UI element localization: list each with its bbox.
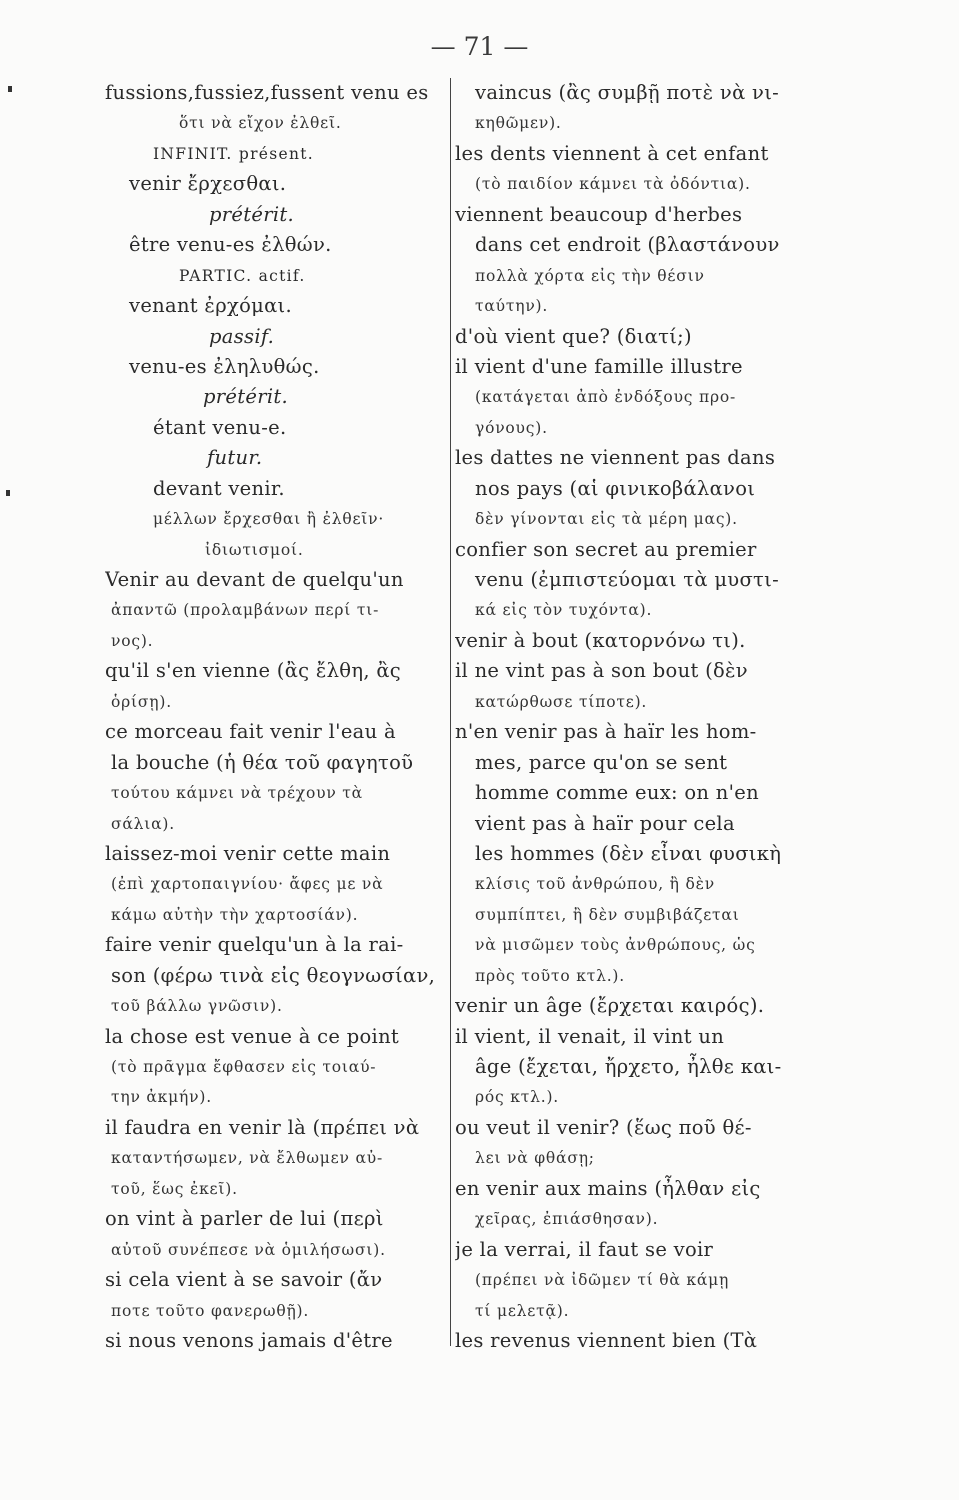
text-line: ἰδιωτισμοί. [205, 540, 304, 559]
text-line: n'en venir pas à haïr les hom- [455, 720, 757, 744]
text-line: μέλλων ἔρχεσθαι ἢ ἐλθεῖν· [153, 510, 385, 529]
text-line: κά εἰς τὸν τυχόντα). [475, 601, 653, 620]
text-line: confier son secret au premier [455, 537, 757, 561]
text-line: son (φέρω τινὰ εἰς θεογνωσίαν, [111, 963, 436, 987]
text-line: laissez-moi venir cette main [105, 841, 391, 865]
text-line: je la verrai, il faut se voir [455, 1237, 714, 1261]
text-line: κηθῶμεν). [475, 114, 562, 133]
text-line: Venir au devant de quelqu'un [105, 568, 404, 591]
text-line: τοῦ βάλλω γνῶσιν). [111, 997, 283, 1016]
text-line: (τὸ πρᾶγμα ἔφθασεν εἰς τοιαύ- [111, 1058, 377, 1076]
text-line: passif. [209, 324, 275, 348]
right-column [455, 78, 809, 1368]
text-line: ἀπαντῶ (προλαμβάνων περί τι- [111, 601, 380, 620]
text-line: devant venir. [153, 476, 285, 500]
text-line: la bouche (ἡ θέα τοῦ φαγητοῦ [111, 750, 414, 774]
page-number: — 71 — [430, 32, 529, 61]
text-line: si cela vient à se savoir (ἄν [105, 1268, 383, 1292]
text-line: vient pas à haïr pour cela [475, 811, 735, 835]
text-line: venir ἔρχεσθαι. [129, 172, 287, 196]
text-line: il faudra en venir là (πρέπει νὰ [105, 1115, 420, 1139]
text-line: venu-es ἐληλυθώς. [129, 354, 320, 378]
text-line: (τὸ παιδίον κάμνει τὰ ὀδόντια). [475, 175, 751, 194]
text-line: πολλὰ χόρτα εἰς τὴν θέσιν [475, 266, 705, 285]
text-line: (πρέπει νὰ ἰδῶμεν τί θὰ κάμῃ [475, 1271, 730, 1290]
text-line: les dents viennent à cet enfant [455, 141, 769, 165]
text-line: κατώρθωσε τίποτε). [475, 692, 648, 711]
text-line: faire venir quelqu'un à la rai- [105, 933, 404, 957]
text-line: venant ἐρχόμαι. [129, 294, 293, 318]
text-line: ὁρίσῃ). [111, 692, 172, 711]
margin-mark [8, 86, 12, 92]
left-column [105, 78, 447, 1368]
text-line: il ne vint pas à son bout (δὲν [455, 659, 748, 683]
text-line: venu (ἐμπιστεύομαι τὰ μυστι- [475, 568, 779, 591]
text-line: ce morceau fait venir l'eau à [105, 720, 396, 744]
text-line: (κατάγεται ἀπὸ ἐνδόξους προ- [475, 388, 737, 407]
text-line: γόνους). [475, 418, 548, 437]
text-line: τί μελετᾷ). [475, 1301, 570, 1320]
text-line: καταντήσωμεν, νὰ ἔλθωμεν αὐ- [111, 1149, 383, 1168]
text-line: δὲν γίνονται εἰς τὰ μέρη μας). [475, 510, 738, 529]
text-line: viennent beaucoup d'herbes [455, 202, 743, 226]
text-line: on vint à parler de lui (περὶ [105, 1207, 384, 1231]
text-line: fussions,fussiez,fussent venu es [105, 81, 429, 104]
text-line: âge (ἔχεται, ἤρχετο, ἦλθε και- [475, 1055, 782, 1078]
text-line: mes, parce qu'on se sent [475, 750, 728, 774]
text-line: πρὸς τοῦτο κτλ.). [475, 966, 625, 985]
text-line: nos pays (αἱ φινικοβάλανοι [475, 476, 756, 500]
text-line: κλίσις τοῦ ἀνθρώπου, ἢ δὲν [475, 875, 715, 894]
text-line: prétérit. [209, 202, 295, 226]
text-line: τούτου κάμνει νὰ τρέχουν τὰ [111, 784, 363, 803]
text-line: ρός κτλ.). [475, 1088, 560, 1107]
text-line: futur. [207, 446, 263, 470]
text-line: les dattes ne viennent pas dans [455, 446, 776, 470]
text-line: τοῦ, ἕως ἐκεῖ). [111, 1179, 238, 1198]
text-line: en venir aux mains (ἦλθαν εἰς [455, 1176, 761, 1200]
text-line: INFINIT. présent. [153, 144, 315, 163]
text-line: ὅτι νὰ εἴχον ἐλθεῖ. [179, 114, 342, 133]
text-line: prétérit. [203, 385, 289, 409]
text-line: les hommes (δὲν εἶναι φυσικὴ [475, 841, 782, 865]
text-line: venir un âge (ἔρχεται καιρός). [455, 994, 765, 1018]
text-line: homme comme eux: on n'en [475, 781, 759, 805]
text-line: les revenus viennent bien (Τὰ [455, 1328, 758, 1352]
text-line: την ἀκμήν). [111, 1088, 212, 1107]
text-line: νος). [111, 631, 154, 650]
text-line: ταύτην). [475, 297, 549, 316]
text-line: ou veut il venir? (ἕως ποῦ θέ- [455, 1115, 752, 1139]
margin-mark [6, 490, 10, 496]
text-line: PARTIC. actif. [179, 266, 306, 285]
text-line: il vient, il venait, il vint un [455, 1024, 725, 1048]
text-line: αὐτοῦ συνέπεσε νὰ ὁμιλήσωσι). [111, 1240, 386, 1259]
text-line: qu'il s'en vienne (ἂς ἔλθη, ἂς [105, 659, 402, 683]
text-line: χεῖρας, ἐπιάσθησαν). [475, 1210, 659, 1229]
text-line: νὰ μισῶμεν τοὺς ἀνθρώπους, ὡς [475, 936, 756, 955]
text-line: σάλια). [111, 814, 175, 833]
text-line: si nous venons jamais d'être [105, 1328, 393, 1352]
text-line: κάμω αὐτὴν τὴν χαρτοσίάν). [111, 905, 359, 924]
text-line: étant venu-e. [153, 415, 287, 439]
column-divider [450, 78, 451, 1346]
text-line: d'où vient que? (διατί;) [455, 324, 692, 348]
text-line: (ἐπὶ χαρτοπαιγνίου· ἄφες με νὰ [111, 875, 384, 894]
text-line: être venu-es ἐλθών. [129, 233, 332, 257]
text-line: la chose est venue à ce point [105, 1024, 400, 1048]
text-line: venir à bout (κατορνόνω τι). [455, 628, 746, 652]
text-line: il vient d'une famille illustre [455, 354, 743, 378]
text-line: ποτε τοῦτο φανερωθῇ). [111, 1301, 310, 1320]
text-line: συμπίπτει, ἢ δὲν συμβιβάζεται [475, 905, 740, 924]
text-line: dans cet endroit (βλαστάνουν [475, 233, 780, 257]
text-line: λει νὰ φθάσῃ; [475, 1149, 595, 1168]
text-line: vaincus (ἂς συμβῇ ποτὲ νὰ νι- [475, 81, 780, 104]
